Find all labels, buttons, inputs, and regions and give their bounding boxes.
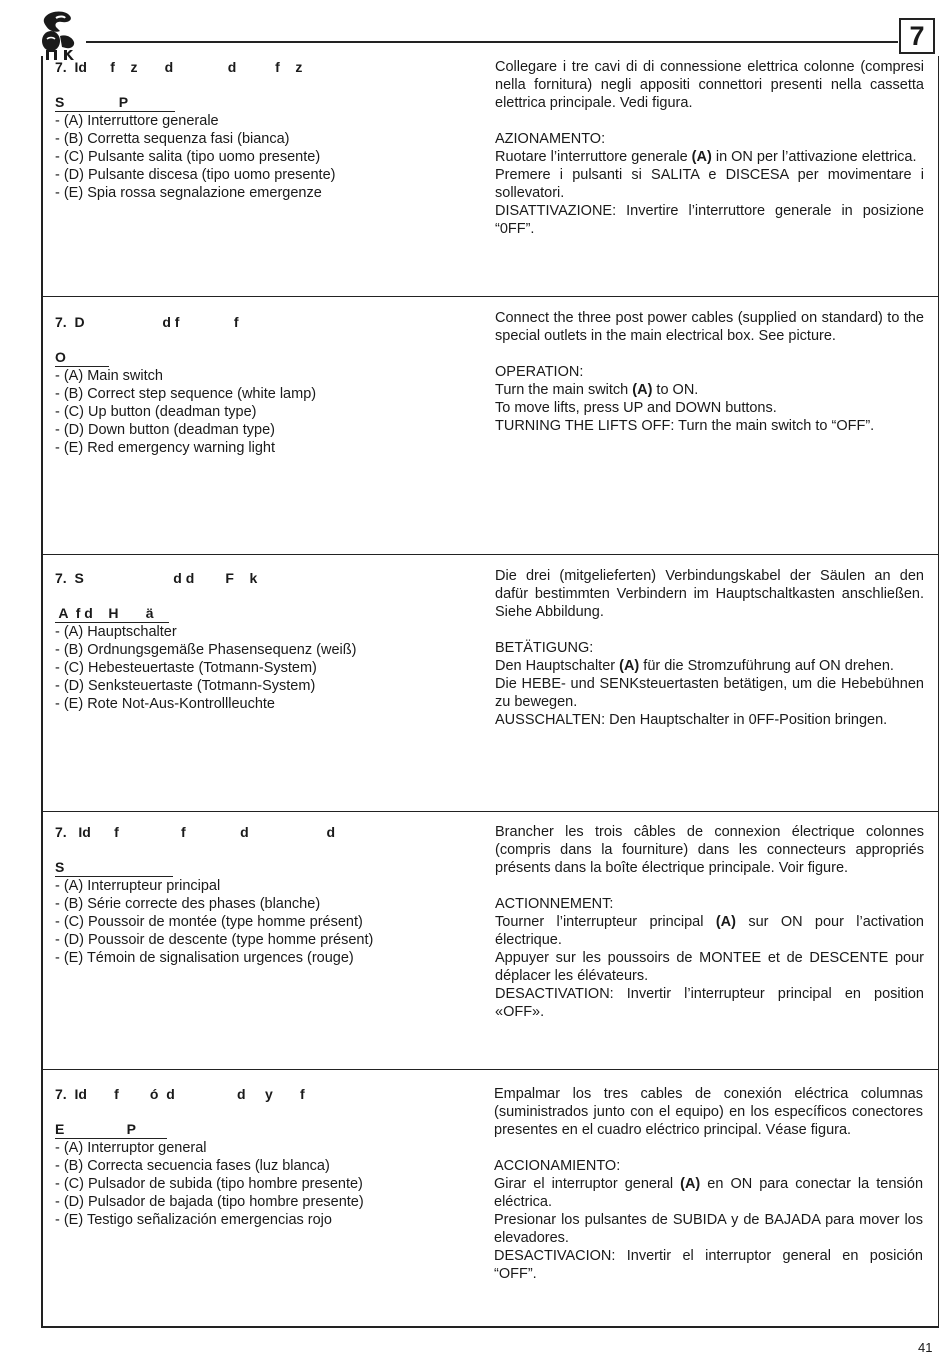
list-item: - (B) Ordnungsgemäße Phasensequenz (weiß) <box>55 642 357 658</box>
list-item: - (A) Interruptor general <box>55 1140 207 1156</box>
item-list <box>55 1139 475 1229</box>
content-frame <box>41 56 939 1328</box>
section-left-column <box>55 569 475 713</box>
description-paragraph: Die HEBE- und SENKsteuertasten betätigen, um die Hebebühnen zu bewegen. <box>495 676 924 710</box>
section-title: 7. Id f ó d d y f <box>55 1086 305 1102</box>
item-list <box>55 877 475 967</box>
list-item: - (E) Testigo señalización emergencias rojo <box>55 1212 332 1228</box>
description-paragraph: Die drei (mitgelieferten) Verbindungskabel der Säulen an den dafür bestimmten Verbindern im Hauptschaltkasten anschließen. Siehe Abbildung. <box>495 568 924 620</box>
section-left-column <box>55 58 475 202</box>
section-left-column <box>55 313 475 457</box>
section-title: 7. S d d F k <box>55 570 258 586</box>
section-left-column <box>55 823 475 967</box>
description-paragraph: Collegare i tre cavi di di connessione elettrica colonne (compresi nella fornitura) negli appositi connettori presenti nella cassetta elettrica principale. Vedi figura. <box>495 59 924 111</box>
description-paragraph: To move lifts, press UP and DOWN buttons. <box>495 400 777 416</box>
list-item: - (B) Série correcte des phases (blanche) <box>55 896 321 912</box>
section-spanish <box>41 1069 939 1326</box>
header-rule <box>86 41 898 43</box>
page-number: 41 <box>918 1340 933 1355</box>
list-item: - (B) Correcta secuencia fases (luz blanca) <box>55 1158 330 1174</box>
section-right-column <box>495 58 924 238</box>
list-item: - (A) Interrupteur principal <box>55 878 221 894</box>
list-item: - (C) Pulsante salita (tipo uomo presente) <box>55 149 321 165</box>
description-paragraph: Ruotare l’interruttore generale (A) in ON per l’attivazione elettrica. <box>495 149 917 165</box>
item-list <box>55 112 475 202</box>
list-item: - (C) Pulsador de subida (tipo hombre presente) <box>55 1176 363 1192</box>
list-item: - (D) Pulsador de bajada (tipo hombre presente) <box>55 1194 364 1210</box>
description-paragraph: DESACTIVACION: Invertir el interruptor general en posición “OFF”. <box>494 1248 923 1282</box>
section-title: 7. Id f z d d f z <box>55 59 303 75</box>
list-item: - (D) Poussoir de descente (type homme présent) <box>55 932 374 948</box>
description-paragraph: Brancher les trois câbles de connexion électrique colonnes (compris dans la fourniture) dans les connecteurs appropriés présents dans la boîte électrique principale. Voir figure. <box>495 824 924 876</box>
description-paragraph: Den Hauptschalter (A) für die Stromzuführung auf ON drehen. <box>495 658 894 674</box>
list-item: - (C) Poussoir de montée (type homme présent) <box>55 914 363 930</box>
description-paragraph: Tourner l’interrupteur principal (A) sur ON pour l’activation électrique. <box>495 914 925 948</box>
list-item: - (A) Interruttore generale <box>55 113 219 129</box>
list-item: - (E) Red emergency warning light <box>55 440 276 456</box>
section-subheading: S <box>55 859 174 875</box>
section-subheading: O <box>55 349 109 365</box>
section-english <box>41 296 939 554</box>
description-paragraph: ACCIONAMIENTO: <box>494 1158 621 1174</box>
description-paragraph: DISATTIVAZIONE: Invertire l’interruttore generale in posizione “0FF”. <box>495 203 924 237</box>
description-paragraph: Premere i pulsanti si SALITA e DISCESA per movimentare i sollevatori. <box>495 167 924 201</box>
list-item: - (D) Pulsante discesa (tipo uomo presente) <box>55 167 336 183</box>
description-paragraph: AUSSCHALTEN: Den Hauptschalter in 0FF-Position bringen. <box>495 712 888 728</box>
description-paragraph: Girar el interruptor general (A) en ON para conectar la tensión eléctrica. <box>494 1176 924 1210</box>
description-paragraph: DESACTIVATION: Invertir l’interrupteur principal en position «OFF». <box>495 986 924 1020</box>
list-item: - (C) Hebesteuertaste (Totmann-System) <box>55 660 317 676</box>
description-paragraph: Empalmar los tres cables de conexión eléctrica columnas (suministrados junto con el equipo) en los específicos conectores presentes en el cuadro eléctrico principal. Véase figura. <box>494 1086 923 1138</box>
description-paragraph: Presionar los pulsantes de SUBIDA y de BAJADA para mover los elevadores. <box>494 1212 923 1246</box>
item-list <box>55 623 475 713</box>
section-right-column <box>495 567 924 729</box>
list-item: - (B) Correct step sequence (white lamp) <box>55 386 317 402</box>
description-paragraph: ACTIONNEMENT: <box>495 896 614 912</box>
description-paragraph: OPERATION: <box>495 364 584 380</box>
section-subheading: S P <box>55 94 175 110</box>
list-item: - (B) Corretta sequenza fasi (bianca) <box>55 131 290 147</box>
list-item: - (E) Rote Not-Aus-Kontrollleuchte <box>55 696 275 712</box>
description-paragraph: Connect the three post power cables (supplied on standard) to the special outlets in the main electrical box. See picture. <box>495 310 924 344</box>
section-title: 7. Id f f d d <box>55 824 336 840</box>
description-paragraph: AZIONAMENTO: <box>495 131 606 147</box>
section-subheading: E P <box>55 1121 167 1137</box>
section-right-column <box>495 823 924 1021</box>
section-french <box>41 811 939 1069</box>
list-item: - (A) Main switch <box>55 368 163 384</box>
section-subheading: A f d H ä <box>55 605 170 621</box>
section-right-column <box>494 1085 923 1283</box>
description-paragraph: Turn the main switch (A) to ON. <box>495 382 699 398</box>
list-item: - (E) Témoin de signalisation urgences (rouge) <box>55 950 354 966</box>
description-paragraph: BETÄTIGUNG: <box>495 640 594 656</box>
description-paragraph: Appuyer sur les poussoirs de MONTEE et de DESCENTE pour déplacer les élévateurs. <box>495 950 924 984</box>
list-item: - (A) Hauptschalter <box>55 624 177 640</box>
list-item: - (D) Senksteuertaste (Totmann-System) <box>55 678 316 694</box>
list-item: - (D) Down button (deadman type) <box>55 422 276 438</box>
item-list <box>55 367 475 457</box>
section-italian <box>41 58 939 296</box>
list-item: - (C) Up button (deadman type) <box>55 404 257 420</box>
section-title: 7. D d f f <box>55 314 239 330</box>
section-left-column <box>55 1085 475 1229</box>
section-german <box>41 554 939 811</box>
section-right-column <box>495 309 924 435</box>
description-paragraph: TURNING THE LIFTS OFF: Turn the main switch to “OFF”. <box>495 418 875 434</box>
list-item: - (E) Spia rossa segnalazione emergenze <box>55 185 322 201</box>
brand-logo-icon <box>38 10 80 60</box>
chapter-badge: 7 <box>899 18 935 54</box>
